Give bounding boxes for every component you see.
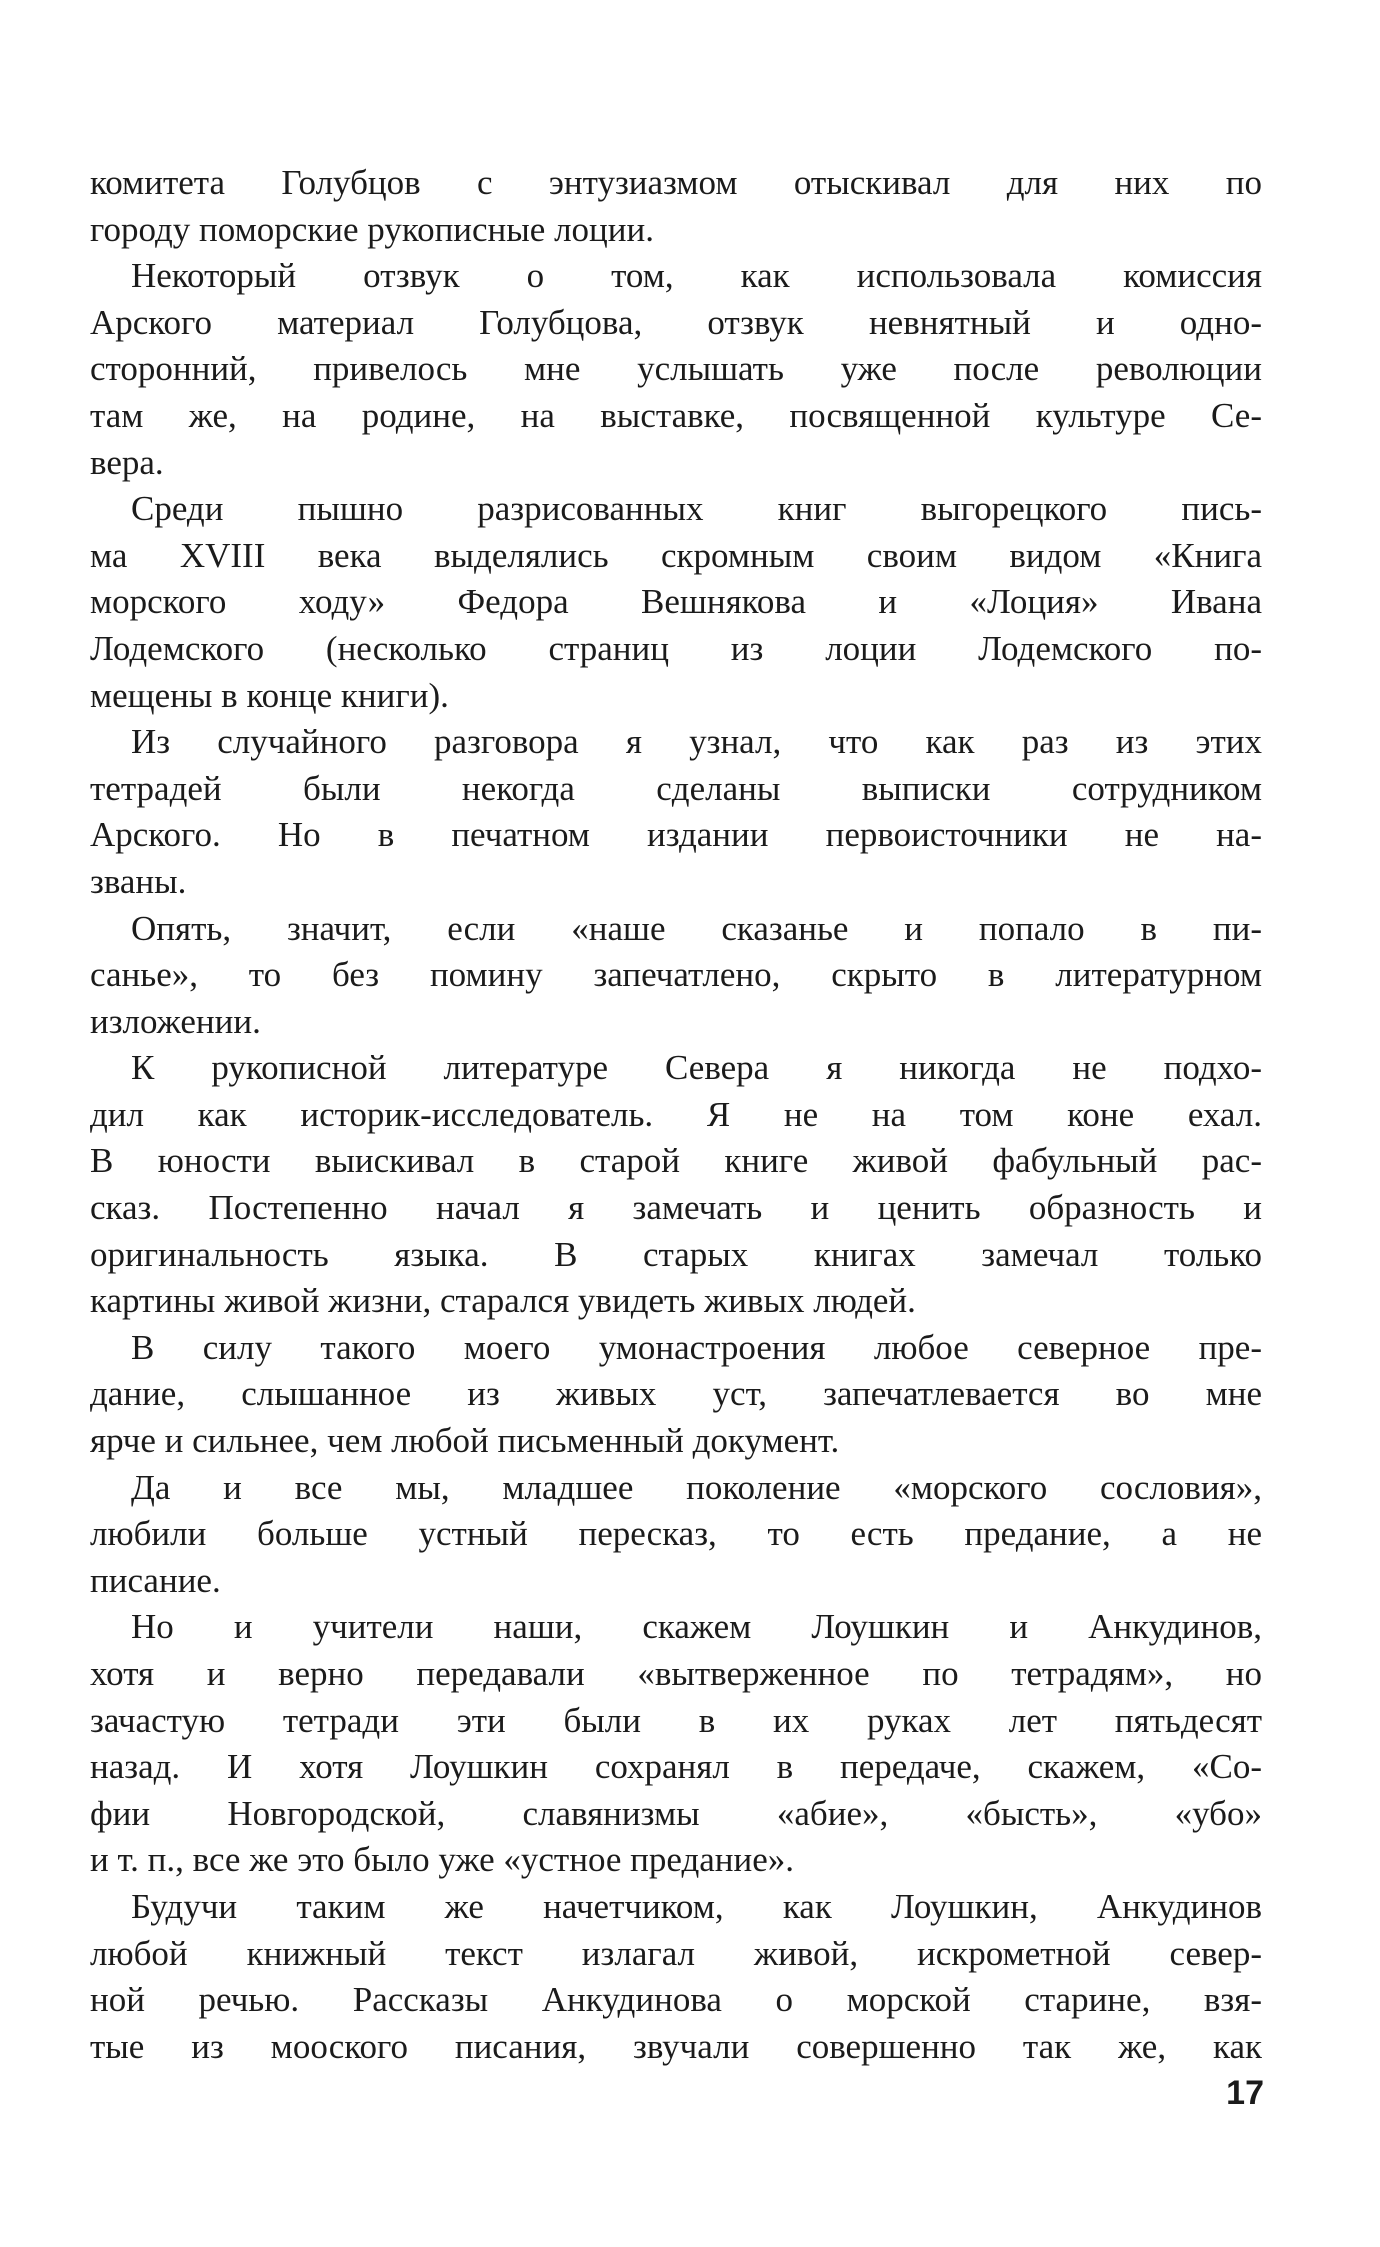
text-line: Арского. Но в печатном издании первоисточники не на-: [90, 815, 1262, 855]
text-line: ной речью. Рассказы Анкудинова о морской старине, взя-: [90, 1980, 1262, 2020]
paragraph: [90, 486, 1262, 719]
text-line: Опять, значит, если «наше сказанье и попало в пи-: [131, 908, 1262, 948]
text-line: Да и все мы, младшее поколение «морского сословия»,: [131, 1467, 1262, 1507]
paragraph: [90, 1325, 1262, 1465]
text-line: В юности выискивал в старой книге живой фабульный рас-: [90, 1141, 1262, 1181]
text-line: комитета Голубцов с энтузиазмом отыскивал для них по: [90, 163, 1262, 202]
text-line: сторонний, привелось мне услышать уже после революции: [90, 349, 1262, 389]
text-line: сказ. Постепенно начал я замечать и ценить образность и: [90, 1188, 1262, 1228]
text-line: Некоторый отзвук о том, как использовала комиссия: [131, 256, 1262, 296]
text-line: Будучи таким же начетчиком, как Лоушкин, Анкудинов: [131, 1886, 1262, 1926]
paragraph: [90, 253, 1262, 486]
text-line: картины живой жизни, старался увидеть живых людей.: [90, 1281, 916, 1321]
paragraph: [90, 719, 1262, 905]
text-line: и т. п., все же это было уже «устное предание».: [90, 1840, 795, 1880]
text-line: любой книжный текст излагал живой, искрометной север-: [90, 1933, 1262, 1973]
paragraph: [90, 1604, 1262, 1884]
body-text: [90, 160, 1262, 2070]
text-line: писание.: [90, 1560, 221, 1600]
paragraph: [90, 160, 1262, 253]
text-line: ма XVIII века выделялись скромным своим видом «Книга: [90, 535, 1262, 575]
text-line: санье», то без помину запечатлено, скрыто в литературном: [90, 955, 1262, 995]
page-number: 17: [1226, 2074, 1264, 2112]
text-line: любили больше устный пересказ, то есть предание, а не: [90, 1514, 1262, 1554]
paragraph: [90, 1465, 1262, 1605]
text-line: дил как историк-исследователь. Я не на том коне ехал.: [90, 1094, 1262, 1134]
text-line: хотя и верно передавали «вытверженное по тетрадям», но: [90, 1654, 1262, 1693]
text-line: вера.: [90, 442, 164, 482]
text-line: фии Новгородской, славянизмы «абие», «бысть», «убо»: [90, 1793, 1262, 1833]
text-line: изложении.: [90, 1001, 261, 1041]
paragraph: [90, 1045, 1262, 1325]
text-line: Арского материал Голубцова, отзвук невнятный и одно-: [90, 302, 1262, 342]
paragraph: [90, 1884, 1262, 2070]
text-line: Среди пышно разрисованных книг выгорецкого пись-: [131, 489, 1262, 529]
text-line: оригинальность языка. В старых книгах замечал только: [90, 1234, 1262, 1274]
text-line: морского ходу» Федора Вешнякова и «Лоция» Ивана: [90, 582, 1262, 622]
text-line: мещены в конце книги).: [90, 675, 449, 715]
text-line: Из случайного разговора я узнал, что как раз из этих: [131, 722, 1262, 762]
text-line: тые из мооского писания, звучали совершенно так же, как: [90, 2026, 1262, 2066]
text-line: ярче и сильнее, чем любой письменный документ.: [90, 1421, 840, 1461]
text-line: назад. И хотя Лоушкин сохранял в передаче, скажем, «Со-: [90, 1747, 1262, 1787]
text-line: дание, слышанное из живых уст, запечатлевается во мне: [90, 1374, 1262, 1414]
text-line: зачастую тетради эти были в их руках лет пятьдесят: [90, 1700, 1262, 1740]
text-line: там же, на родине, на выставке, посвященной культуре Се-: [90, 395, 1262, 435]
text-line: тетрадей были некогда сделаны выписки сотрудником: [90, 768, 1262, 808]
text-line: городу поморские рукописные лоции.: [90, 209, 654, 249]
text-line: Лодемского (несколько страниц из лоции Лодемского по-: [90, 628, 1262, 668]
text-line: К рукописной литературе Севера я никогда не подхо-: [131, 1048, 1262, 1088]
text-line: званы.: [90, 861, 187, 901]
paragraph: [90, 906, 1262, 1046]
text-line: В силу такого моего умонастроения любое северное пре-: [131, 1327, 1262, 1367]
text-line: Но и учители наши, скажем Лоушкин и Анкудинов,: [131, 1607, 1262, 1647]
